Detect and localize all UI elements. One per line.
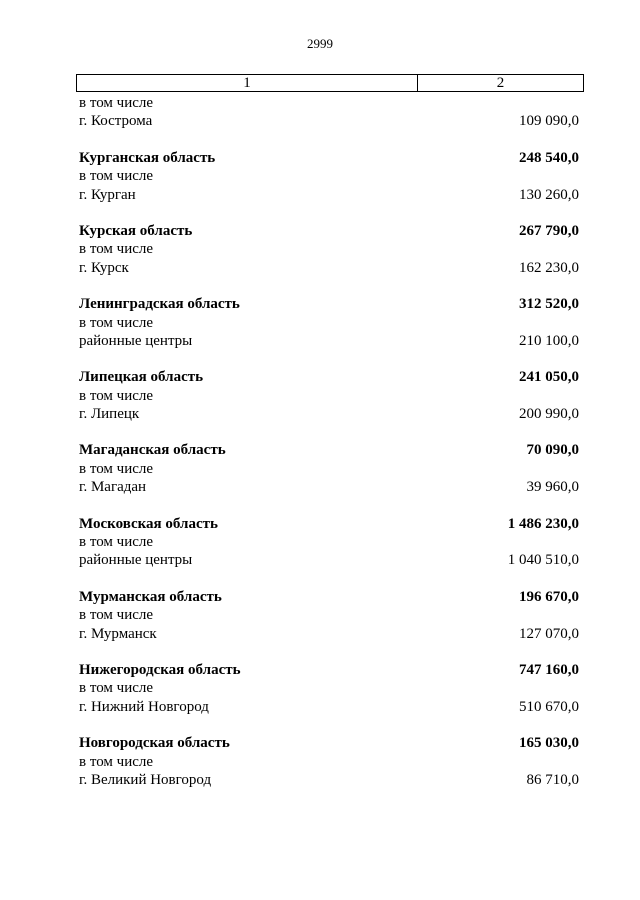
sub-item-value: 200 990,0 — [519, 406, 579, 423]
sub-item-value: 86 710,0 — [526, 771, 579, 788]
subtotal-label: в том числе — [79, 387, 154, 404]
sub-item-name: г. Липецк — [79, 406, 140, 423]
region-total: 70 090,0 — [526, 442, 579, 459]
sub-item-name: г. Курск — [79, 259, 129, 276]
subtotal-label-row — [79, 387, 579, 405]
subtotal-label-row — [79, 606, 579, 624]
sub-item-row — [79, 332, 579, 350]
subtotal-label: в том числе — [79, 534, 154, 551]
subtotal-label-row — [79, 679, 579, 697]
sub-item-name: г. Кострома — [79, 113, 153, 130]
sub-item-row — [79, 259, 579, 277]
column-header-1: 1 — [77, 75, 418, 91]
sub-item-row — [79, 186, 579, 204]
region-total: 196 670,0 — [519, 588, 579, 605]
sub-item-name: г. Нижний Новгород — [79, 698, 209, 715]
sub-item-value: 162 230,0 — [519, 259, 579, 276]
region-row — [79, 222, 579, 240]
region-name: Новгородская область — [79, 735, 230, 752]
page-number: 2999 — [307, 36, 333, 51]
region-total: 267 790,0 — [519, 222, 579, 239]
sub-item-value: 39 960,0 — [526, 479, 579, 496]
sub-item-row — [79, 625, 579, 643]
sub-item-name: г. Великий Новгород — [79, 771, 212, 788]
sub-item-row — [79, 478, 579, 496]
sub-item-row — [79, 551, 579, 569]
region-row — [79, 368, 579, 386]
region-row — [79, 295, 579, 313]
sub-item-name: г. Мурманск — [79, 625, 157, 642]
region-block — [79, 149, 579, 204]
table-header — [76, 74, 584, 92]
subtotal-label: в том числе — [79, 460, 154, 477]
region-block — [79, 222, 579, 277]
sub-item-value: 130 260,0 — [519, 186, 579, 203]
region-name: Курганская область — [79, 149, 216, 166]
region-row — [79, 734, 579, 752]
subtotal-label: в том числе — [79, 95, 154, 111]
region-block — [79, 515, 579, 570]
sub-item-value: 210 100,0 — [519, 332, 579, 349]
region-block — [79, 295, 579, 350]
subtotal-label-row — [79, 314, 579, 332]
region-block — [79, 661, 579, 716]
region-block — [79, 368, 579, 423]
region-block — [79, 441, 579, 496]
subtotal-label: в том числе — [79, 680, 154, 697]
subtotal-label-row — [79, 94, 579, 112]
continuation-block — [79, 94, 579, 131]
subtotal-label: в том числе — [79, 241, 154, 258]
column-header-2: 2 — [496, 75, 505, 91]
sub-item-row — [79, 112, 579, 130]
region-name: Мурманская область — [79, 588, 222, 605]
sub-item-value: 1 040 510,0 — [507, 552, 579, 569]
region-name: Нижегородская область — [79, 661, 241, 678]
sub-item-name: районные центры — [79, 332, 193, 349]
table-body — [79, 94, 579, 807]
region-total: 312 520,0 — [519, 296, 579, 313]
sub-item-value: 510 670,0 — [519, 698, 579, 715]
sub-item-row — [79, 771, 579, 789]
sub-item-name: г. Курган — [79, 186, 136, 203]
region-row — [79, 515, 579, 533]
region-total: 747 160,0 — [519, 661, 579, 678]
sub-item-name: г. Магадан — [79, 479, 147, 496]
subtotal-label-row — [79, 533, 579, 551]
subtotal-label: в том числе — [79, 168, 154, 185]
region-total: 165 030,0 — [519, 735, 579, 752]
region-block — [79, 588, 579, 643]
region-name: Ленинградская область — [79, 296, 240, 313]
region-block — [79, 734, 579, 789]
region-row — [79, 661, 579, 679]
sub-item-value: 127 070,0 — [519, 625, 579, 642]
sub-item-row — [79, 405, 579, 423]
region-row — [79, 441, 579, 459]
subtotal-label-row — [79, 240, 579, 258]
subtotal-label-row — [79, 460, 579, 478]
region-total: 1 486 230,0 — [507, 515, 579, 532]
subtotal-label-row — [79, 167, 579, 185]
region-total: 248 540,0 — [519, 149, 579, 166]
subtotal-label: в том числе — [79, 607, 154, 624]
sub-item-row — [79, 698, 579, 716]
region-name: Магаданская область — [79, 442, 226, 459]
region-name: Липецкая область — [79, 369, 204, 386]
sub-item-value: 109 090,0 — [519, 113, 579, 130]
region-name: Московская область — [79, 515, 218, 532]
subtotal-label: в том числе — [79, 753, 154, 770]
region-row — [79, 149, 579, 167]
region-row — [79, 588, 579, 606]
subtotal-label-row — [79, 753, 579, 771]
sub-item-name: районные центры — [79, 552, 193, 569]
subtotal-label: в том числе — [79, 314, 154, 331]
region-name: Курская область — [79, 222, 193, 239]
region-total: 241 050,0 — [519, 369, 579, 386]
